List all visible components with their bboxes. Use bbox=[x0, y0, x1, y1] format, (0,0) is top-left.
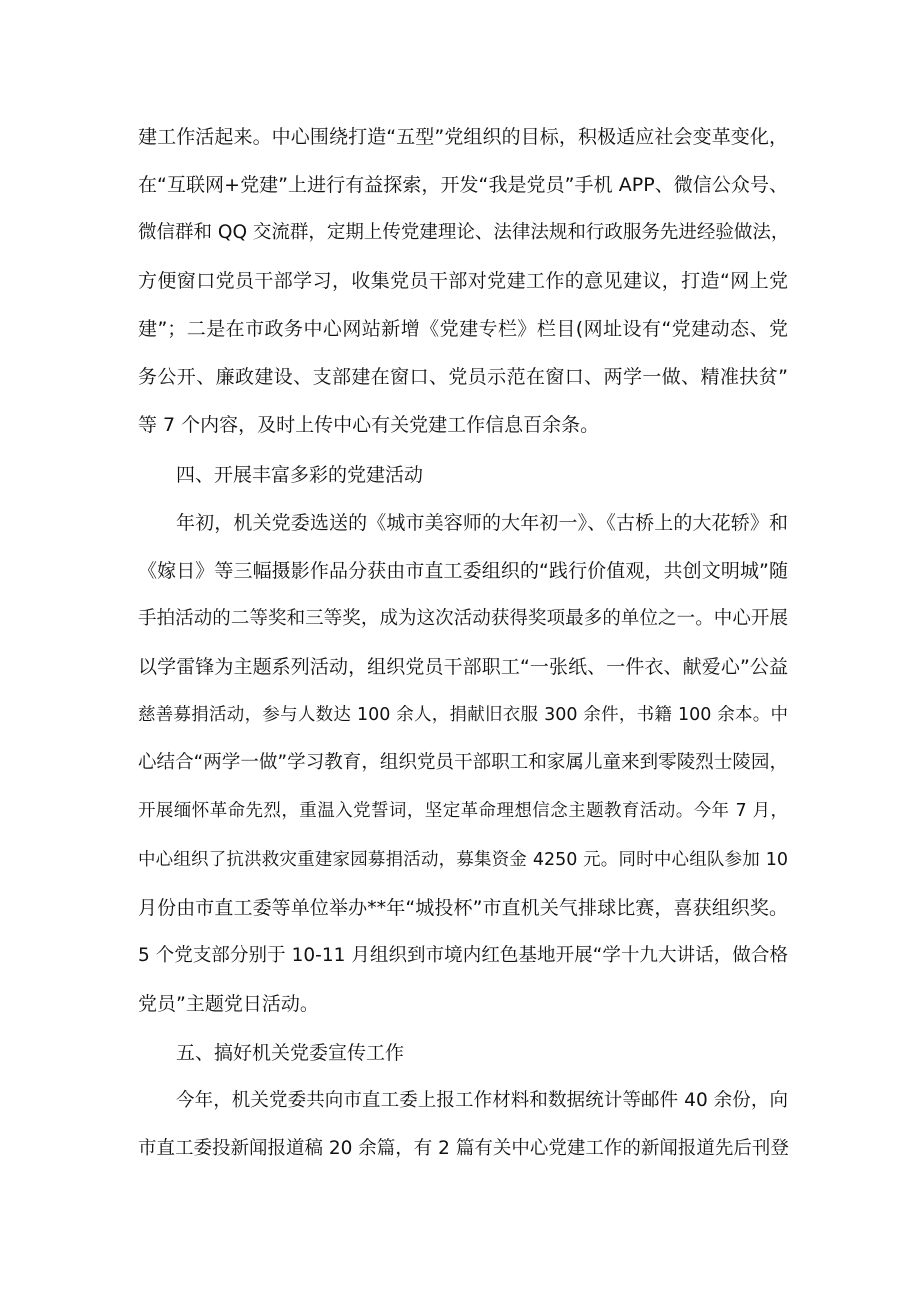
section-heading: 四、开展丰富多彩的党建活动 bbox=[176, 464, 424, 486]
paragraph-line: 《嫁日》等三幅摄影作品分获由市直工委组织的“践行价值观，共创文明城”随 bbox=[138, 560, 788, 582]
paragraph-line: 中心组织了抗洪救灾重建家园募捐活动，募集资金 4250 元。同时中心组队参加 10 bbox=[138, 850, 788, 870]
paragraph-line: 以学雷锋为主题系列活动，组织党员干部职工“一张纸、一件衣、献爱心”公益 bbox=[138, 656, 788, 678]
paragraph-line: 务公开、廉政建设、支部建在窗口、党员示范在窗口、两学一做、精准扶贫” bbox=[138, 366, 788, 388]
paragraph-line: 建工作活起来。中心围绕打造“五型”党组织的目标，积极适应社会变革变化， bbox=[138, 126, 788, 148]
paragraph-line: 今年，机关党委共向市直工委上报工作材料和数据统计等邮件 40 余份，向 bbox=[176, 1090, 788, 1111]
paragraph-line: 在“互联网+党建”上进行有益探索，开发“我是党员”手机 APP、微信公众号、 bbox=[138, 174, 788, 196]
section-heading: 五、搞好机关党委宣传工作 bbox=[176, 1042, 405, 1064]
paragraph-line: 建”；二是在市政务中心网站新增《党建专栏》栏目(网址设有“党建动态、党 bbox=[138, 318, 788, 340]
paragraph-line: 年初，机关党委选送的《城市美容师的大年初一》、《古桥上的大花轿》和 bbox=[176, 512, 788, 534]
paragraph-line: 月份由市直工委等单位举办**年“城投杯”市直机关气排球比赛，喜获组织奖。 bbox=[138, 897, 788, 919]
paragraph-line: 手拍活动的二等奖和三等奖，成为这次活动获得奖项最多的单位之一。中心开展 bbox=[138, 608, 788, 629]
paragraph-line: 微信群和 QQ 交流群，定期上传党建理论、法律法规和行政服务先进经验做法， bbox=[138, 222, 790, 243]
paragraph-line: 党员”主题党日活动。 bbox=[138, 993, 319, 1015]
paragraph-line: 慈善募捐活动，参与人数达 100 余人，捐献旧衣服 300 余件，书籍 100 余本。中 bbox=[138, 705, 788, 725]
paragraph-line: 开展缅怀革命先烈，重温入党誓词，坚定革命理想信念主题教育活动。今年 7 月， bbox=[138, 801, 788, 821]
paragraph-line: 市直工委投新闻报道稿 20 余篇，有 2 篇有关中心党建工作的新闻报道先后刊登 bbox=[138, 1138, 789, 1159]
paragraph-line: 5 个党支部分别于 10-11 月组织到市境内红色基地开展“学十九大讲话，做合格 bbox=[138, 945, 788, 966]
paragraph-line: 方便窗口党员干部学习，收集党员干部对党建工作的意见建议，打造“网上党 bbox=[138, 270, 788, 292]
paragraph-line: 等 7 个内容，及时上传中心有关党建工作信息百余条。 bbox=[138, 414, 600, 436]
paragraph-line: 心结合“两学一做”学习教育，组织党员干部职工和家属儿童来到零陵烈士陵园， bbox=[138, 752, 788, 773]
